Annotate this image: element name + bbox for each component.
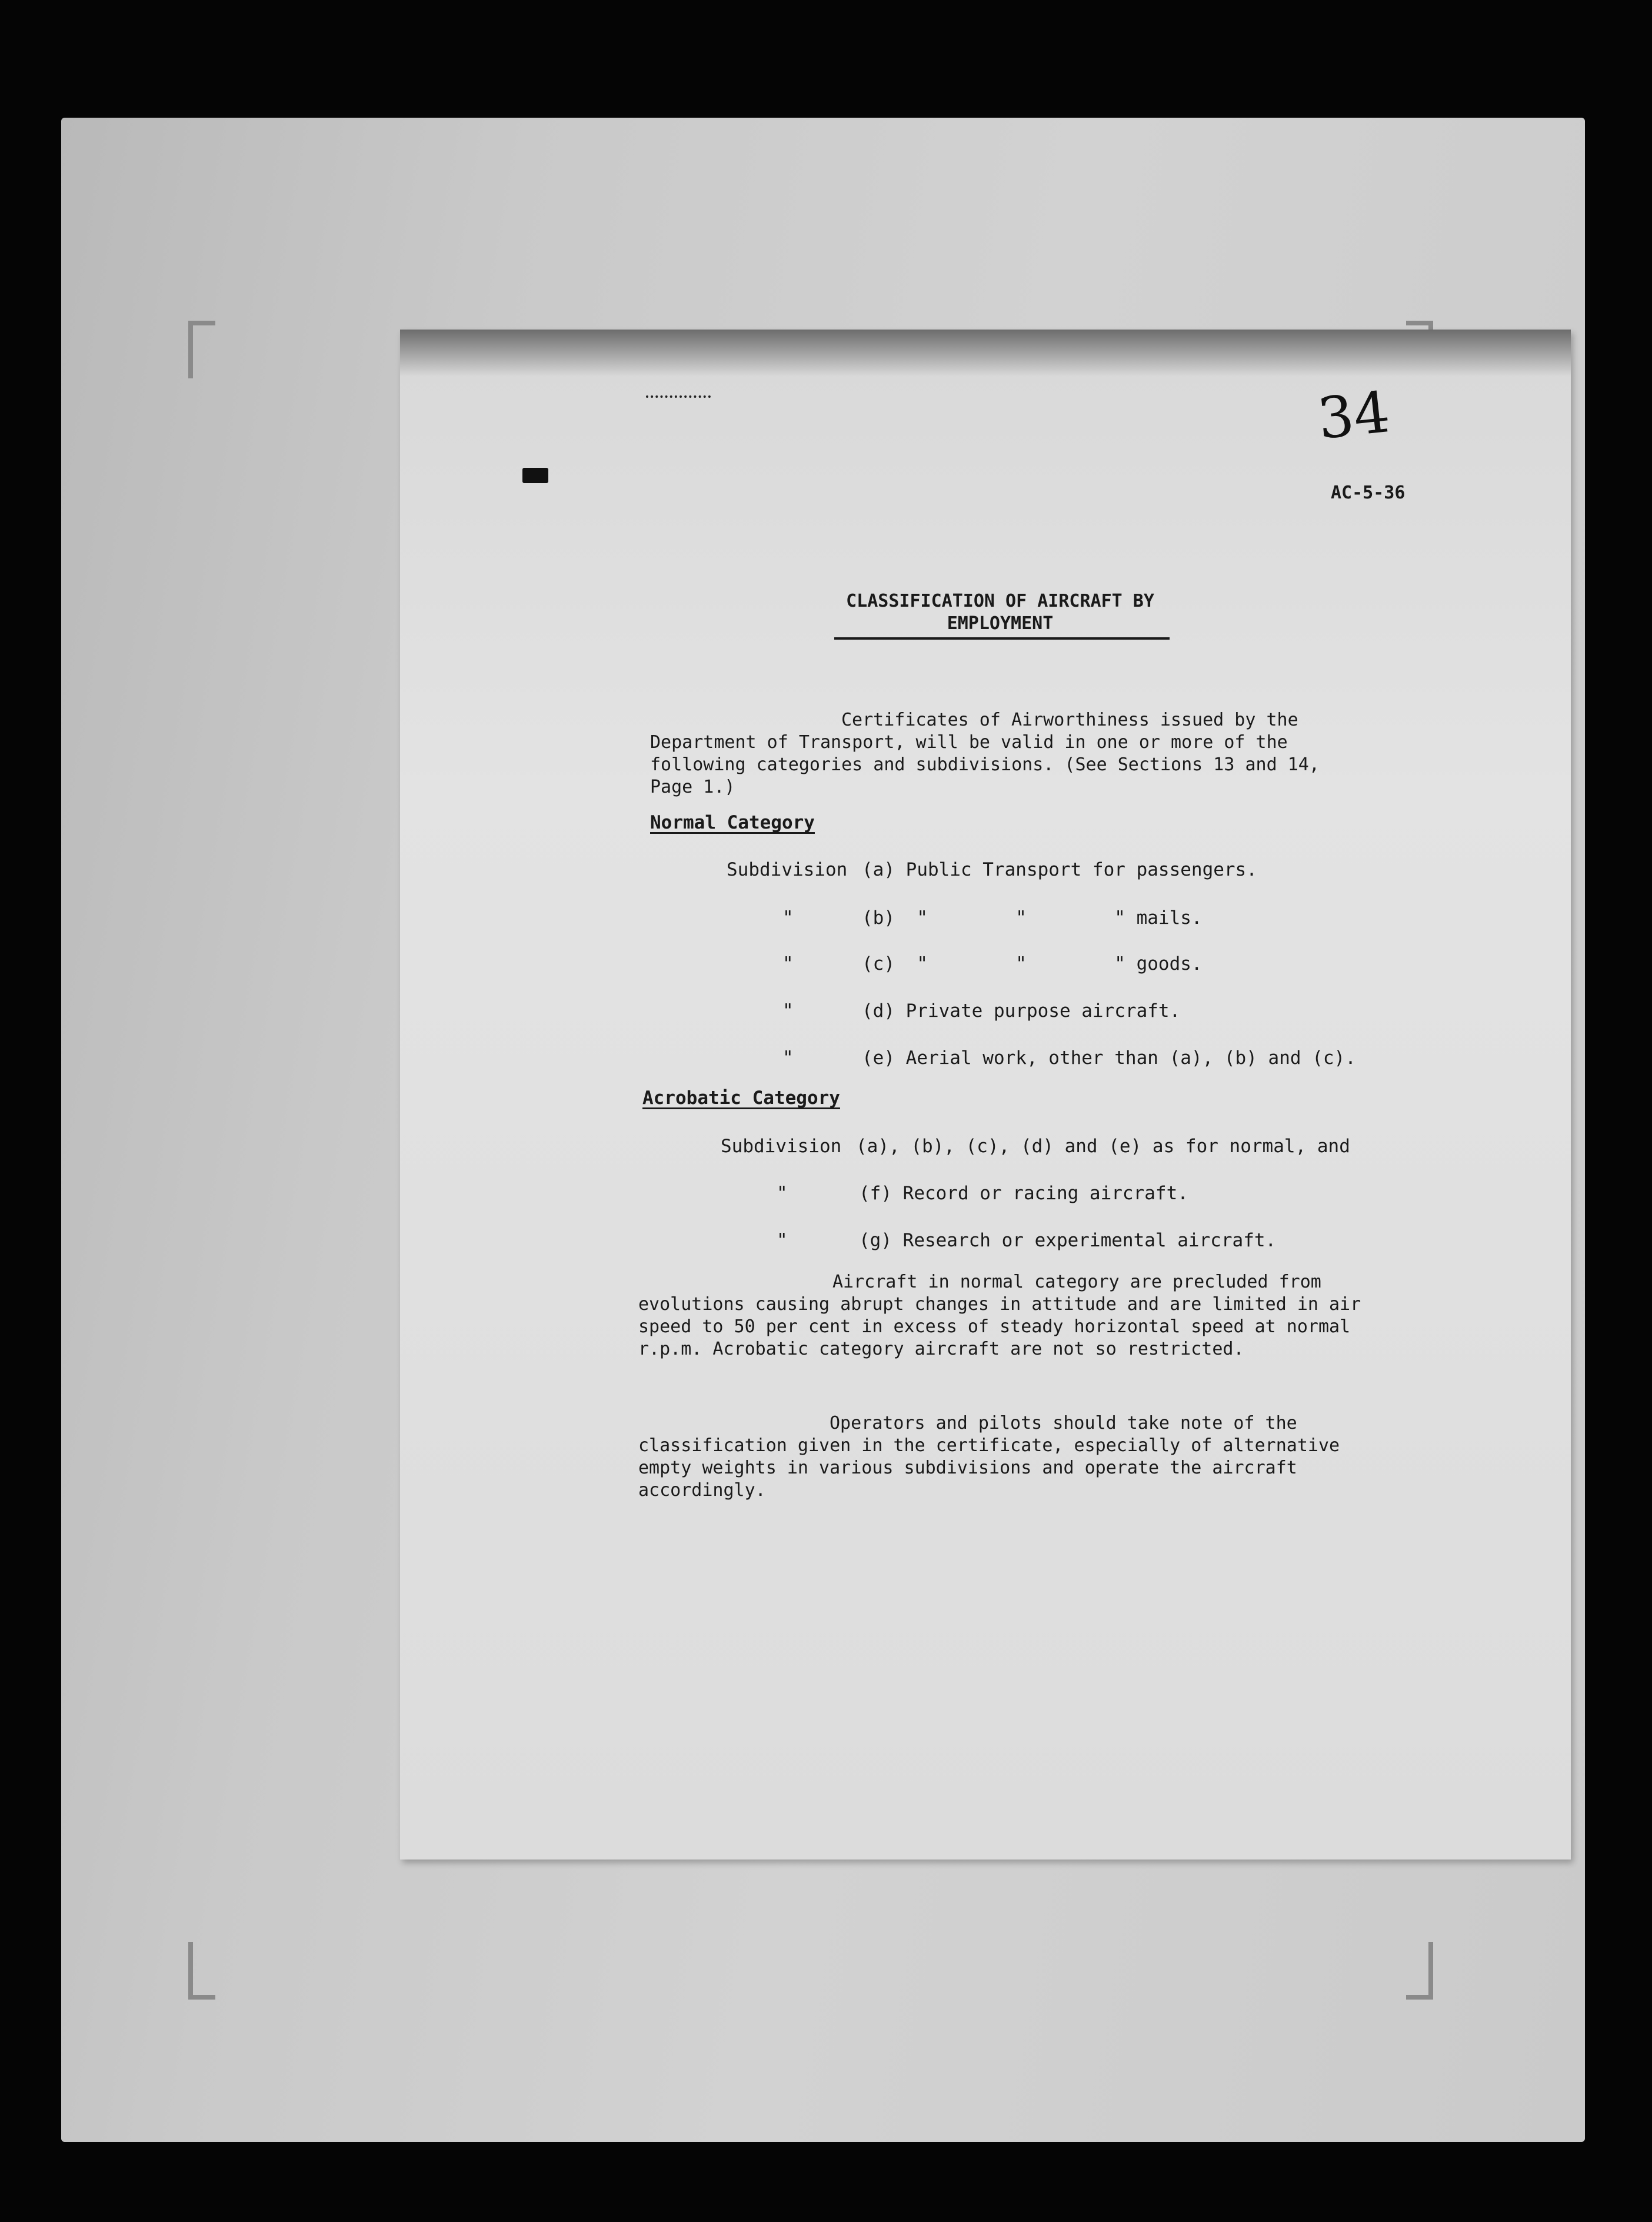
normal-mark-d: ": [782, 1000, 794, 1022]
punch-mark: [522, 468, 548, 483]
acrobatic-mark-a: Subdivision: [721, 1136, 842, 1157]
normal-mark-b: ": [782, 907, 794, 929]
normal-line-c: (c) " " " goods.: [862, 953, 1203, 974]
normal-line-a: (a) Public Transport for passengers.: [862, 859, 1257, 880]
normal-line-e: (e) Aerial work, other than (a), (b) and (c).: [862, 1047, 1356, 1069]
title-line-1: CLASSIFICATION OF AIRCRAFT BY: [846, 591, 1154, 611]
acrobatic-mark-g: ": [777, 1230, 788, 1251]
operators-paragraph: [638, 1412, 1362, 1502]
title-underline: [834, 637, 1170, 640]
operators-paragraph-text: Operators and pilots should take note of the classification given in the certificate, especially of alternative empty weights in various subdivisions and operate the aircraft accordingly.: [638, 1413, 1340, 1501]
acrobatic-line-f: (f) Record or racing aircraft.: [859, 1183, 1188, 1204]
document-title: [830, 590, 1171, 635]
normal-line-d: (d) Private purpose aircraft.: [862, 1000, 1181, 1022]
acrobatic-line-g: (g) Research or experimental aircraft.: [859, 1230, 1277, 1251]
normal-line-b: (b) " " " mails.: [862, 907, 1203, 929]
acrobatic-line-a: (a), (b), (c), (d) and (e) as for normal, and: [856, 1136, 1350, 1157]
crop-mark-top-left: [188, 321, 215, 378]
normal-mark-a: Subdivision: [727, 859, 848, 880]
sheet-fold-shadow: [400, 330, 1571, 377]
restriction-paragraph-text: Aircraft in normal category are precluded from evolutions causing abrupt changes in attitude and are limited in air speed to 50 per cent in excess of steady horizontal speed at normal r.p.m. Acrobatic category aircraft are not so restricted.: [638, 1272, 1361, 1359]
document-reference: AC-5-36: [1331, 483, 1405, 503]
normal-mark-c: ": [782, 953, 794, 974]
acrobatic-category-heading: Acrobatic Category: [642, 1087, 840, 1109]
dotted-mark: [646, 395, 711, 400]
document-sheet: [400, 330, 1571, 1860]
intro-paragraph: [650, 709, 1338, 799]
crop-mark-bottom-left: [188, 1942, 215, 2000]
restriction-paragraph: [638, 1271, 1368, 1361]
handwritten-page-number: 34: [1314, 378, 1393, 453]
acrobatic-mark-f: ": [777, 1183, 788, 1204]
normal-category-heading: Normal Category: [650, 812, 815, 833]
title-line-2: EMPLOYMENT: [947, 613, 1054, 634]
normal-mark-e: ": [782, 1047, 794, 1069]
crop-mark-bottom-right: [1406, 1942, 1433, 2000]
intro-paragraph-text: Certificates of Airworthiness issued by the Department of Transport, will be valid in one or more of the following categories and subdivisions. (See Sections 13 and 14, Page 1.): [650, 710, 1320, 797]
